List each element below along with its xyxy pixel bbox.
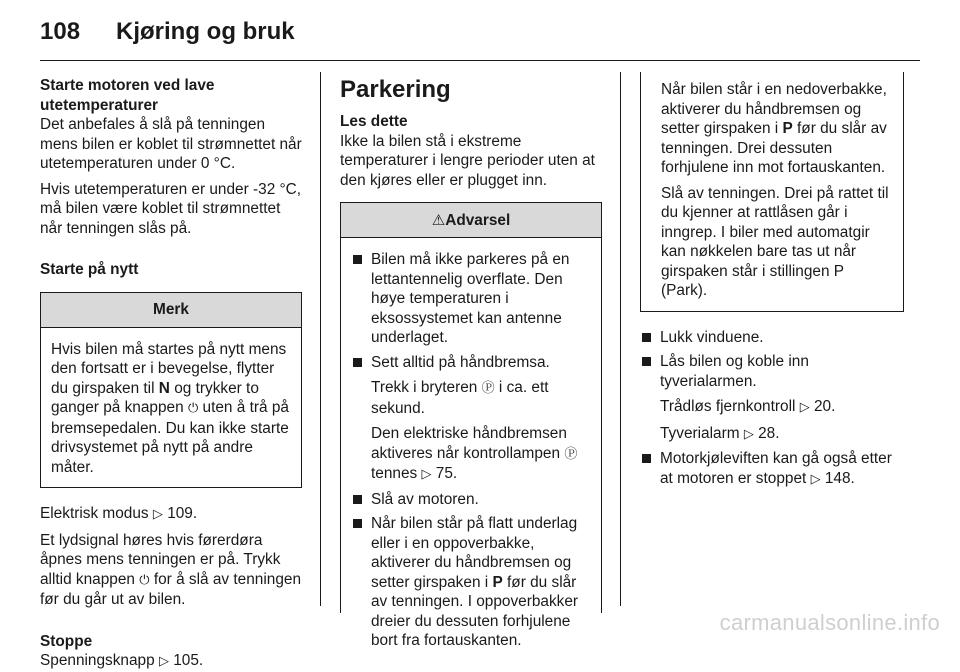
column-3 [640,76,904,489]
column-1 [40,76,302,672]
paragraph: Hvis utetemperaturen er under -32 °C, må bilen være koblet til strømnettet når tenningen slås på. [40,180,302,237]
column-2 [340,76,602,649]
warning-box-continued [640,72,904,312]
power-button-icon: ⏻ [139,572,150,588]
page-ref-arrow-icon: ▷ [158,654,169,669]
list-item: Lås bilen og koble inn tyverialarmen. Trådløs fjernkontroll ▷ 20. Tyverialarm ▷ 28. [640,352,904,444]
column-divider [320,72,321,606]
parking-brake-switch-icon: Ⓟ [481,381,495,396]
list-item: Sett alltid på håndbremsa. Trekk i bryteren Ⓟ i ca. ett sekund. Den elektriske håndbremsen aktiveres når kontrollampen Ⓟ tennes ▷ 75. [351,353,591,485]
list-item: Når bilen står på flatt underlag eller i en oppoverbakke, aktiverer du håndbremsen og setter girspaken i P før du slår av tenningen. I oppoverbakker dreier du dessuten forhjulene bort fra fortauskanten. [351,514,591,651]
warning-header [341,203,601,238]
paragraph-ref: Spenningsknapp ▷ 105. [40,652,204,669]
warning-triangle-icon: ⚠ [431,211,446,229]
note-box [40,292,302,489]
paragraph: Når bilen står i en nedoverbakke, aktiverer du håndbremsen og setter girspaken i P før du slår av tenningen. Drei dessuten forhjulene inn mot fortauskanten. [661,81,887,176]
note-text: Hvis bilen må startes på nytt mens den fortsatt er i bevegelse, flytter du girspaken til N og trykker to ganger på knappen ⏻ uten å trå på bremsepedalen. Du kan ikke starte drivsystemet på nytt på andre måter. [51,340,289,476]
subheading-restart: Starte på nytt [40,261,139,278]
paragraph: Ikke la bilen stå i ekstreme temperaturer i lengre perioder uten at den kjøres eller er plugget inn. [340,132,595,189]
note-title: Merk [41,293,301,328]
page-ref-arrow-icon: ▷ [810,471,821,487]
page-ref-arrow-icon: ▷ [743,426,754,442]
watermark: carmanualsonline.info [719,610,940,635]
paragraph: Det anbefales å slå på tenningen mens bilen er koblet til strømnettet når utetemperaturen under 0 °C. [40,116,302,172]
header-rule [40,60,920,61]
subheading-stop: Stoppe [40,632,93,650]
page-ref-arrow-icon: ▷ [421,467,432,482]
subheading-read-this: Les dette [340,113,408,130]
list-item: Motorkjøleviften kan gå også etter at motoren er stoppet ▷ 148. [640,449,904,489]
page-ref-arrow-icon: ▷ [152,507,163,522]
page-number: 108 [40,18,81,45]
list-item: Slå av motoren. [351,490,591,510]
paragraph-ref: Elektrisk modus ▷ 109. [40,505,198,522]
column-divider [620,72,621,606]
page-ref-arrow-icon: ▷ [799,400,810,415]
warning-title: Advarsel [445,212,511,229]
page-header [40,18,920,58]
chapter-title: Kjøring og bruk [116,18,295,45]
warning-box [340,202,602,649]
section-title: Parkering [340,76,451,103]
parking-brake-lamp-icon: Ⓟ [564,446,578,462]
paragraph: Et lydsignal høres hvis førerdøra åpnes mens tenningen er på. Trykk alltid knappen ⏻ for å slå av tenningen før du går ut av bilen. [40,531,302,608]
warning-body [341,238,601,661]
note-body [41,328,301,488]
list-item: Lukk vinduene. [640,328,904,348]
power-button-icon: ⏻ [187,401,199,416]
paragraph: Slå av tenningen. Drei på rattet til du kjenner at rattlåsen går i inngrep. I biler med automatgir kan nøkkelen bare tas ut når girspaken står i stillingen P (Park). [661,184,889,299]
subheading-cold-start: Starte motoren ved lave utetemperaturer [40,77,215,114]
list-item: Bilen må ikke parkeres på en lettantennelig overflate. Den høye temperaturen i eksossystemet kan antenne underlaget. [351,250,591,348]
